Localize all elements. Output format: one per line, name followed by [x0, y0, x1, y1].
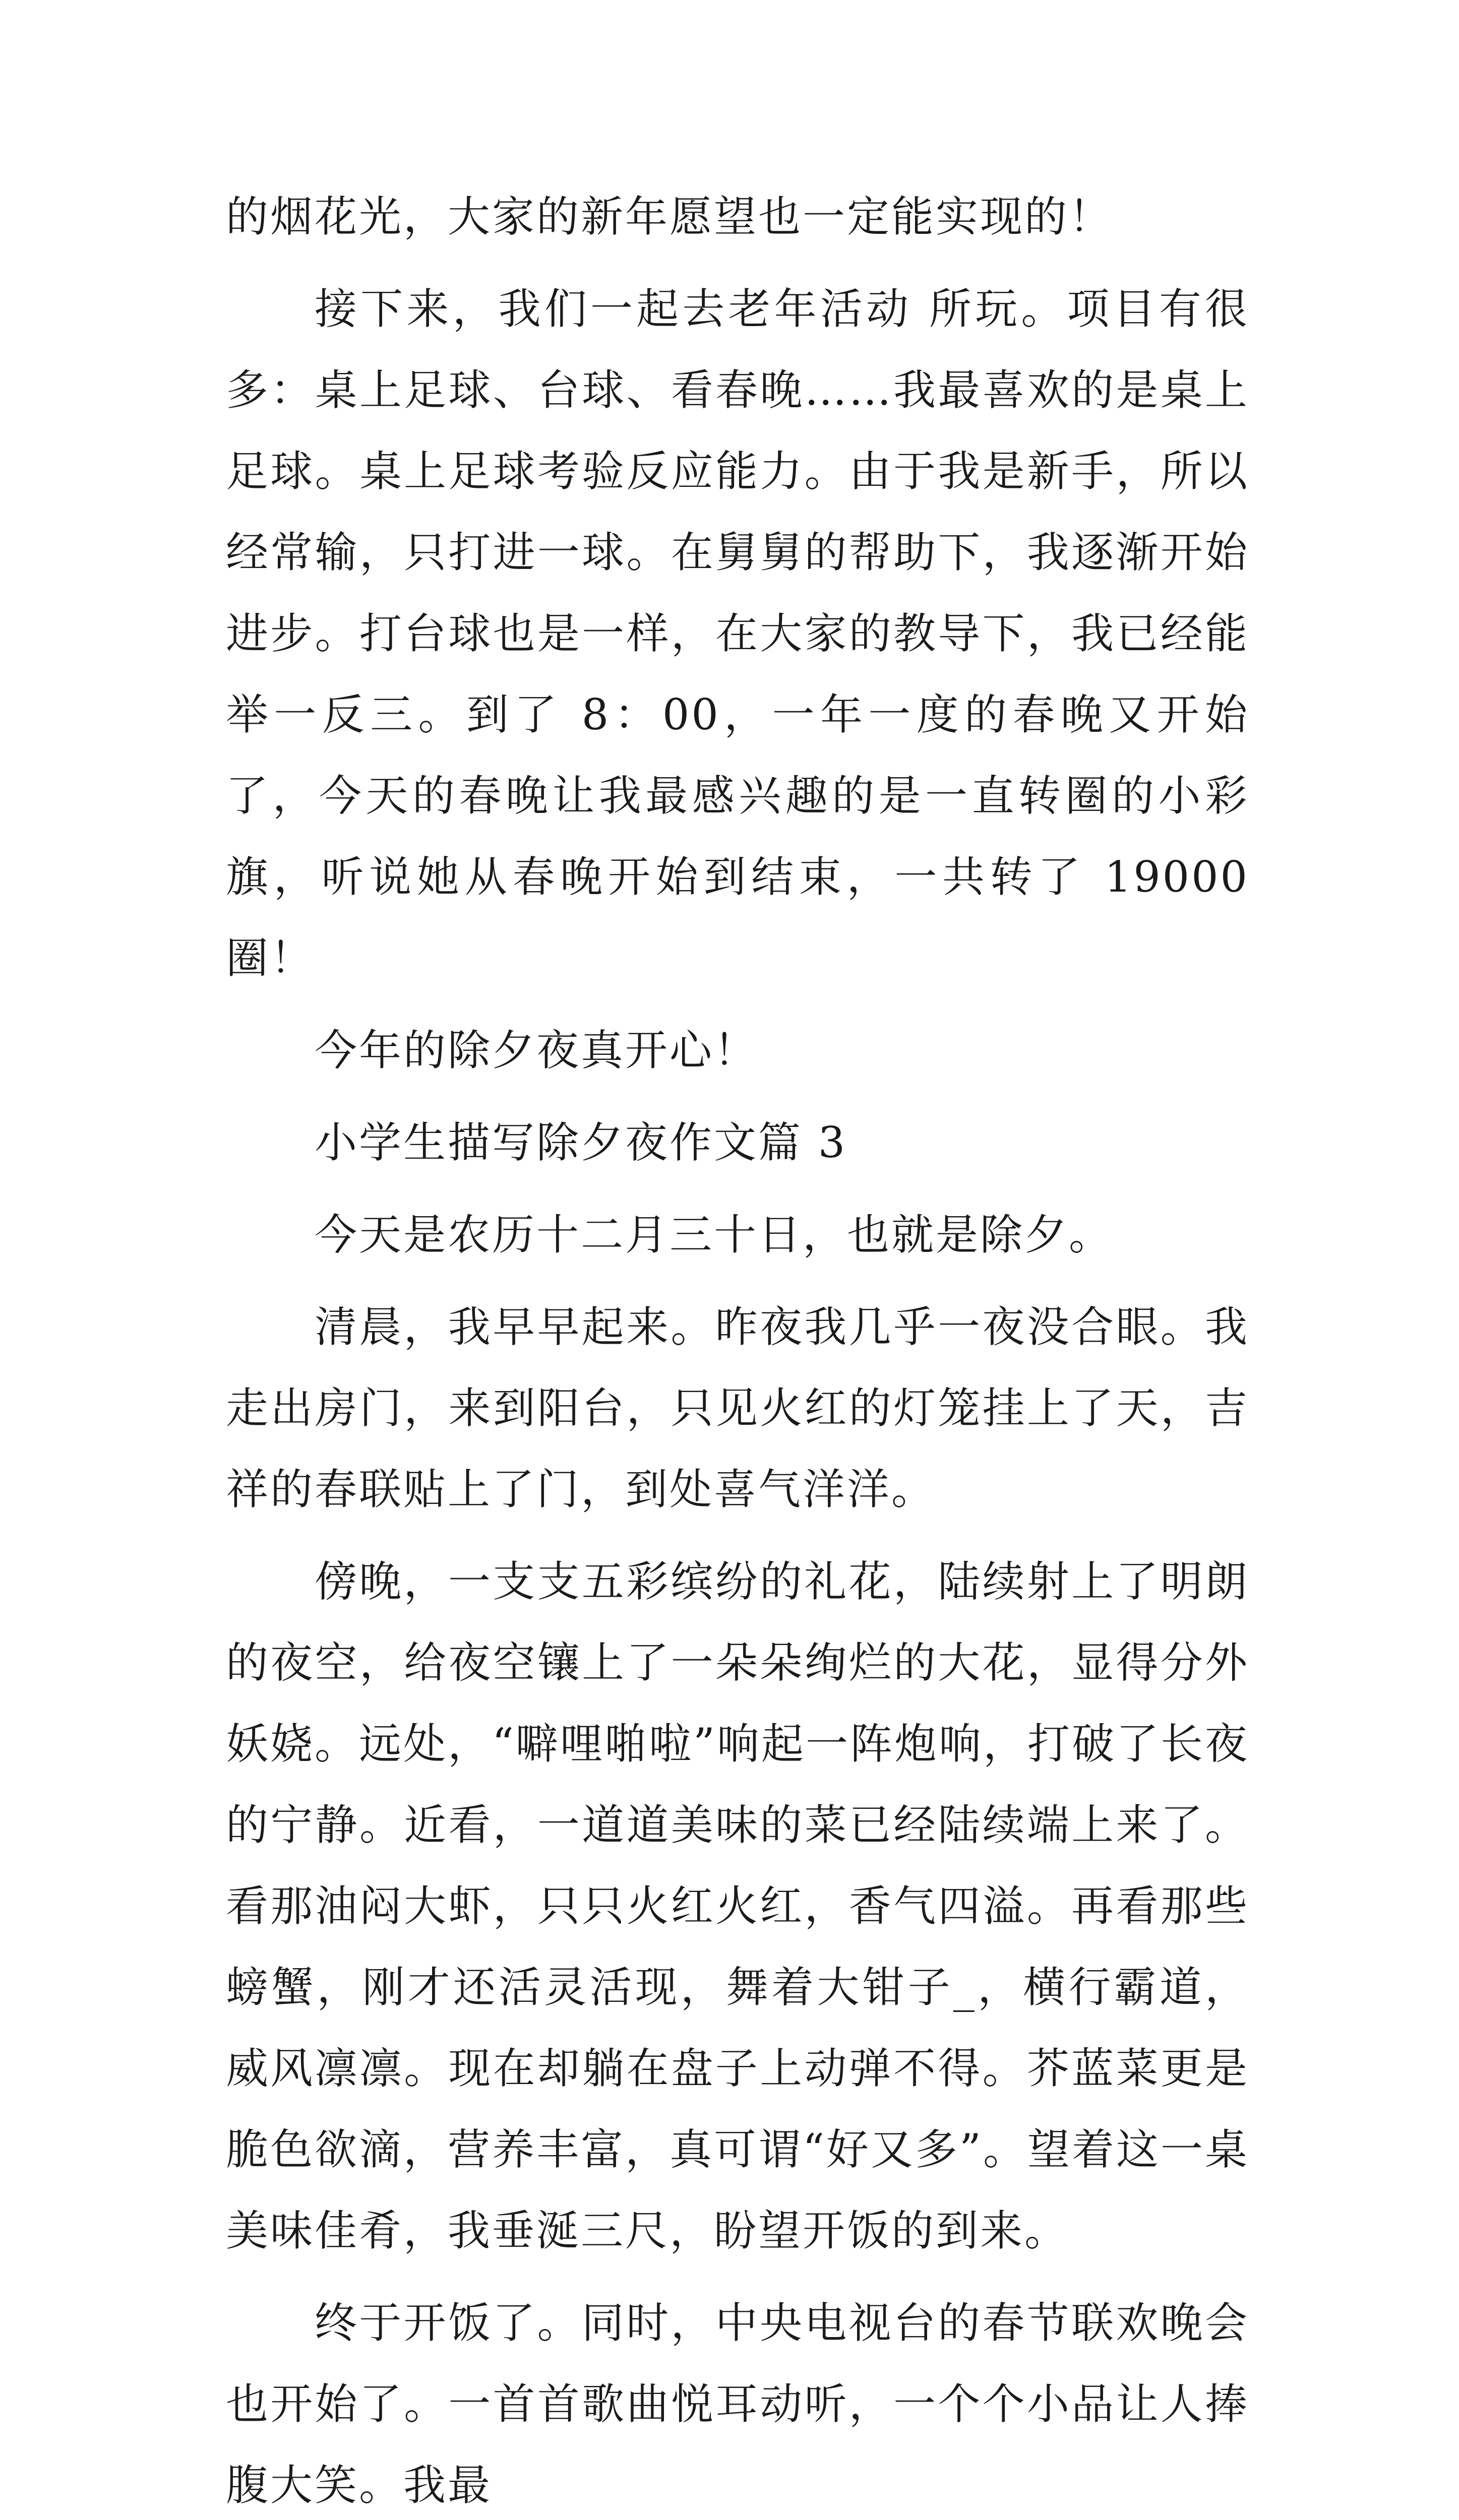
paragraph-date: 今天是农历十二月三十日，也就是除夕。	[315, 1210, 1114, 1259]
paragraph-continuation: 的烟花光，大家的新年愿望也一定能实现的！	[226, 192, 1114, 241]
paragraph-morning: 清晨，我早早起来。昨夜我几乎一夜没合眼。我走出房门，来到阳台，只见火红的灯笼挂上了天，吉祥的春联贴上了门，到处喜气洋洋。	[226, 1302, 1249, 1514]
paragraph-happy-new-year: 今年的除夕夜真开心！	[315, 1026, 759, 1075]
paragraph-evening: 傍晚，一支支五彩缤纷的礼花，陆续射上了明朗的夜空，给夜空镶上了一朵朵绚烂的大花，显得分外妖娆。远处，“噼哩啪啦”响起一阵炮响，打破了长夜的宁静。近看，一道道美味的菜已经陆续端上来了。看那油闷大虾，只只火红火红，香气四溢。再看那些螃蟹，刚才还活灵活现，舞着大钳子_，横行霸道，威风凛凛。现在却躺在盘子上动弹不得。芥蓝菜更是脆色欲滴，营养丰富，真可谓“好又多”。望着这一桌美味佳肴，我垂涎三尺，盼望开饭的到来。	[226, 1557, 1249, 2255]
document-body	[226, 176, 1249, 2520]
paragraph-dinner: 终于开饭了。同时，中央电视台的春节联欢晚会也开始了。一首首歌曲悦耳动听，一个个小品让人捧腹大笑。我最	[226, 2298, 1249, 2510]
essay-heading: 小学生描写除夕夜作文篇 3	[315, 1118, 847, 1167]
paragraph-activities: 接下来，我们一起去老年活动 所玩。项目有很多：桌上足球、台球、看春晚……我最喜欢的是桌上足球。桌上足球考验反应能力。由于我是新手，所以经常输，只打进一球。在舅舅的帮助下，我逐渐开始进步。打台球也是一样，在大家的教导下，我已经能举一反三。到了 8：00，一年一度的春晚又开始了，今天的春晚让我最感兴趣的是一直转圈的小彩旗，听说她从春晚开始到结束，一共转了 19000 圈！	[226, 284, 1249, 983]
